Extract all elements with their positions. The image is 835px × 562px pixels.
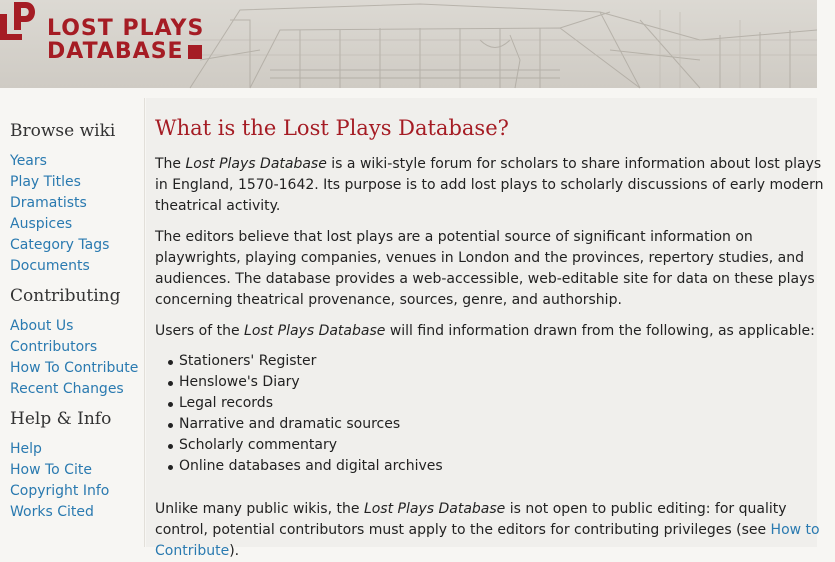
p3-post: will find information drawn from the following, as applicable: <box>385 323 815 339</box>
sidebar-item-dramatists[interactable]: Dramatists <box>10 195 87 211</box>
main-content <box>146 98 824 559</box>
list-item: Stationers' Register <box>179 353 317 369</box>
list-item: Henslowe's Diary <box>179 374 300 390</box>
site-logo[interactable] <box>47 17 204 63</box>
sidebar-item-auspices[interactable]: Auspices <box>10 216 73 232</box>
p4-mid: is not open to public editing: for quality control, potential contributors must apply to the editors for contributing privileges (see <box>155 501 787 538</box>
list-item: Online databases and digital archives <box>179 458 443 474</box>
how-to-contribute-link[interactable]: How to Contribute <box>155 522 820 559</box>
p1-pre: The <box>155 156 186 172</box>
p4-pre: Unlike many public wikis, the <box>155 501 364 517</box>
p4-post: ). <box>229 543 240 559</box>
sources-intro-paragraph <box>155 321 835 342</box>
editors-paragraph: The editors believe that lost plays are a potential source of significant information on playwrights, playing companies, venues in London and the provinces, repertory studies, and audiences. The database provides a web-accessible, web-editable site for data on these plays concerning theatrical provenance, sources, genre, and authorship. <box>155 229 815 308</box>
sidebar-item-copyright-info[interactable]: Copyright Info <box>10 483 110 499</box>
p1-post: is a wiki-style forum for scholars to share information about lost plays in England, 1570-1642. Its purpose is to add lost plays to scholarly discussions of early modern theatrical activity. <box>155 156 824 214</box>
sidebar <box>0 98 145 547</box>
list-item: Narrative and dramatic sources <box>179 416 401 432</box>
sidebar-item-documents[interactable]: Documents <box>10 258 90 274</box>
p4-italic: Lost Plays Database <box>363 501 506 517</box>
intro-paragraph <box>155 154 835 217</box>
sidebar-item-works-cited[interactable]: Works Cited <box>10 504 94 520</box>
p3-italic: Lost Plays Database <box>244 323 386 339</box>
sidebar-item-how-to-contribute[interactable]: How To Contribute <box>10 360 139 376</box>
sidebar-heading-help: Help & Info <box>10 409 112 429</box>
sidebar-heading-contributing: Contributing <box>10 286 121 306</box>
sidebar-item-play-titles[interactable]: Play Titles <box>10 174 81 190</box>
sidebar-item-about-us[interactable]: About Us <box>10 318 74 334</box>
sidebar-item-recent-changes[interactable]: Recent Changes <box>10 381 124 397</box>
lp-logo-icon[interactable] <box>0 0 40 42</box>
site-banner <box>0 0 817 88</box>
sidebar-item-how-to-cite[interactable]: How To Cite <box>10 462 92 478</box>
sidebar-item-category-tags[interactable]: Category Tags <box>10 237 110 253</box>
list-item: Legal records <box>179 395 273 411</box>
p1-italic: Lost Plays Database <box>185 156 327 172</box>
editing-policy-paragraph <box>155 499 835 562</box>
sidebar-item-contributors[interactable]: Contributors <box>10 339 98 355</box>
sidebar-item-years[interactable]: Years <box>10 153 47 169</box>
logo-square-icon <box>188 45 202 59</box>
logo-line2-text: DATABASE <box>47 39 184 64</box>
page-title: What is the Lost Plays Database? <box>155 116 509 140</box>
p3-pre: Users of the <box>155 323 245 339</box>
sidebar-item-help[interactable]: Help <box>10 441 42 457</box>
logo-line1: LOST PLAYS <box>47 16 205 41</box>
list-item: Scholarly commentary <box>179 437 338 453</box>
logo-line2 <box>47 40 204 63</box>
sidebar-heading-browse: Browse wiki <box>10 121 116 141</box>
